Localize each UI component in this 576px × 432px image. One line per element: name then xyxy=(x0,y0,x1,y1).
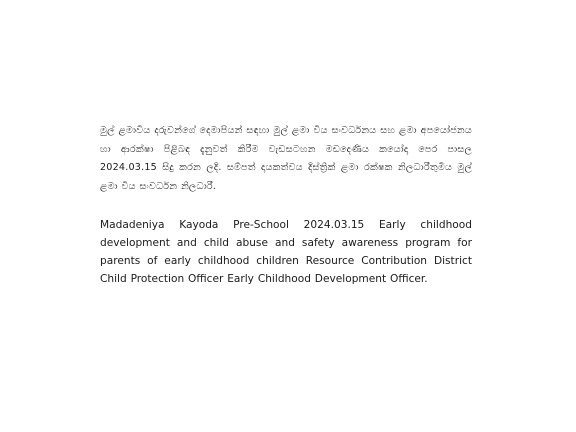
english-paragraph: Madadeniya Kayoda Pre-School 2024.03.15 Early childhood development and child abuse and safety awareness program for parents of early childhood children Resource Contribution District Child Protection Officer Early Childhood Development Officer. xyxy=(100,219,472,285)
document-body xyxy=(100,122,472,288)
sinhala-paragraph: මුල් ළමාවිය දරුවන්ගේ දෙමාපියන් සඳහා මුල් ළමා විය සංවර්ධනය සහ ළමා අපයෝජනය හා ආරක්ෂා පිළිබඳ දැනුවත් කිරීම වැඩසටහන මඩදෙණිය කයෝදා පෙර පාසල 2024.03.15 සිදු කරන ලදි. සම්පත් දායකත්වය දිස්ත්‍රික් ළමා රක්ෂක නිලධාරීතුමිය මුල් ළමා විය සංවර්ධන නිලධාරී. xyxy=(100,125,472,192)
